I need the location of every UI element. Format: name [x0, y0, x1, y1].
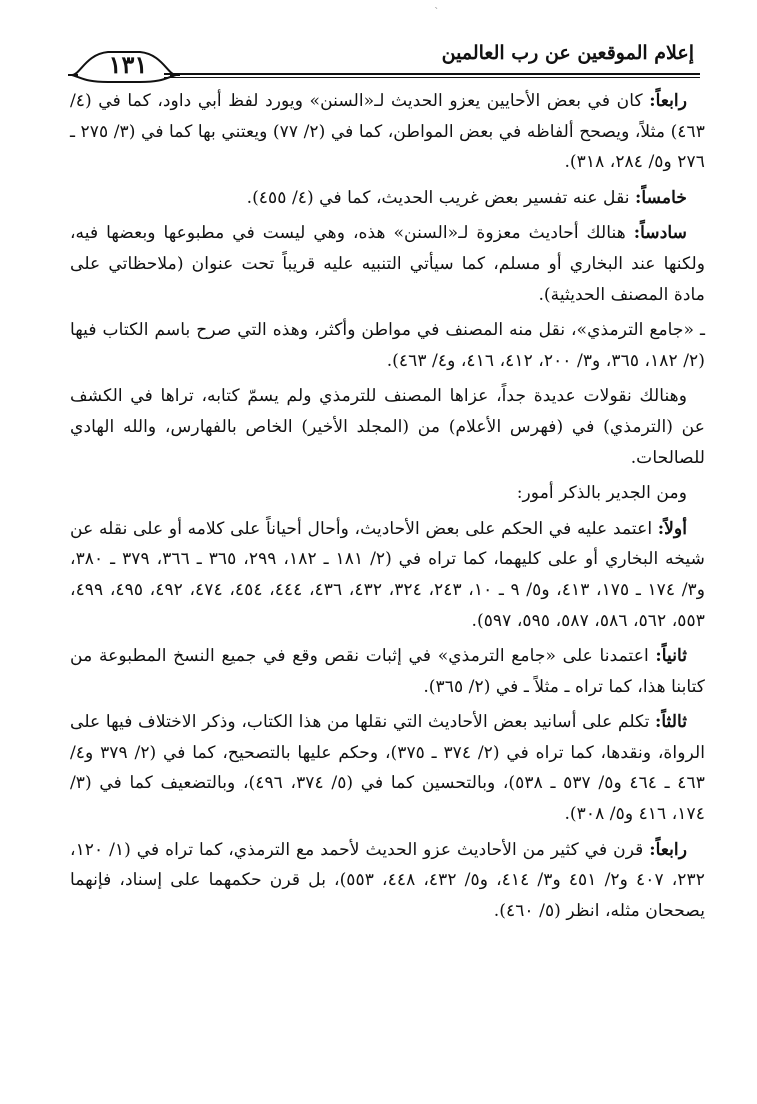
body-text — [70, 86, 705, 931]
paragraph-text: اعتمدنا على «جامع الترمذي» في إثبات نقص وقع في جميع النسخ المطبوعة من كتابنا هذا، كما تراه ـ مثلاً ـ في (٢/ ٣٦٥). — [70, 646, 705, 697]
paragraph-first — [70, 514, 705, 636]
page-number-frame — [68, 48, 180, 84]
paragraph-text: ـ «جامع الترمذي»، نقل منه المصنف في مواطن وأكثر، وهذه التي صرح باسم الكتاب فيها (٢/ ١٨٢، ٣٦٥، و٣/ ٢٠٠، ٤١٢، ٤١٦، و٤/ ٤٦٣). — [70, 320, 705, 371]
paragraph-text: وهنالك نقولات عديدة جداً، عزاها المصنف للترمذي ولم يسمّ كتابه، تراها في الكشف عن (الترمذي) في (فهرس الأعلام) من (المجلد الأخير) الخاص بالفهارس، والله الهادي للصالحات. — [70, 386, 705, 468]
paragraph-heading: ثانياً: — [655, 646, 687, 667]
running-header — [68, 34, 700, 80]
paragraph-heading: ثالثاً: — [654, 712, 687, 733]
header-rule — [164, 73, 700, 78]
paragraph-text: تكلم على أسانيد بعض الأحاديث التي نقلها من هذا الكتاب، وذكر الاختلاف فيها على الرواة، ونقدها، كما تراه في (٢/ ٣٧٤ ـ ٣٧٥)، وحكم عليها بالتصحيح، كما في (٢/ ٣٧٩ و٤/ ٤٦٣ ـ ٤٦٤ و٥/ ٥٣٧ ـ ٥٣٨)، وبالتحسين كما في (٥/ ٣٧٤، ٤٩٦)، وبالتضعيف كما في (٣/ ١٧٤، ٤١٦ و٥/ ٣٠٨). — [70, 712, 705, 825]
paragraph-second — [70, 641, 705, 702]
running-title: إعلام الموقعين عن رب العالمين — [441, 42, 694, 64]
paragraph-text: كان في بعض الأحايين يعزو الحديث لـ«السنن» ويورد لفظ أبي داود، كما في (٤/ ٤٦٣) مثلاً، ويصحح ألفاظه في بعض المواطن، كما في (٢/ ٧٧) ويعتني بها كما في (٣/ ٢٧٥ ـ ٢٧٦ و٥/ ٢٨٤، ٣١٨). — [70, 91, 705, 173]
paragraph-heading: رابعاً: — [649, 839, 687, 860]
paragraph-noteworthy — [70, 478, 705, 509]
paragraph-fourth-second — [70, 835, 705, 927]
paragraph-third — [70, 707, 705, 829]
paragraph-heading: سادساً: — [633, 223, 687, 244]
paragraph-heading: رابعاً: — [649, 91, 687, 111]
paragraph-text: اعتمد عليه في الحكم على بعض الأحاديث، وأحال أحياناً على كلامه أو على نقله عن شيخه البخاري أو على كليهما، كما تراه في (٢/ ١٨١ ـ ١٨٢، ٢٩٩، ٣٦٥ ـ ٣٦٦، ٣٧٩ ـ ٣٨٠، و٣/ ١٧٤ ـ ١٧٥، ٤١٣، و٥/ ٩ ـ ١٠، ٢٤٣، ٣٢٤، ٤٣٢، ٤٣٦، ٤٤٤، ٤٥٤، ٤٧٤، ٤٩٢، ٤٩٥، ٤٩٩، ٥٥٣، ٥٦٢، ٥٨٦، ٥٨٧، ٥٩٥، ٥٩٧). — [70, 518, 706, 631]
paragraph-fourth — [70, 86, 705, 178]
paragraph-text: هنالك أحاديث معزوة لـ«السنن» هذه، وهي ليست في مطبوعها وبعضها فيه، ولكنها عند البخاري أو مسلم، كما سيأتي التنبيه عليه قريباً تحت عنوان (ملاحظاتي على مادة المصنف الحديثية). — [70, 223, 705, 305]
paragraph-text: قرن في كثير من الأحاديث عزو الحديث لأحمد مع الترمذي، كما تراه في (١/ ١٢٠، ٢٣٢، ٤٠٧ و٢/ ٤٥١ و٣/ ٤١٤، و٥/ ٤٣٢، ٤٤٨، ٥٥٣)، بل قرن حكمهما على إسناد، فإنهما يصححان مثله، انظر (٥/ ٤٦٠). — [70, 839, 705, 921]
paragraph-quotations — [70, 381, 705, 473]
paragraph-heading: خامساً: — [635, 187, 687, 208]
paragraph-text: نقل عنه تفسير بعض غريب الحديث، كما في (٤/ ٤٥٥). — [246, 187, 636, 208]
decorative-mark: ˋ — [434, 6, 440, 19]
paragraph-sixth — [70, 218, 705, 310]
paragraph-heading: أولاً: — [657, 518, 687, 539]
paragraph-jami-tirmidhi — [70, 315, 705, 376]
paragraph-text: ومن الجدير بالذكر أمور: — [516, 483, 687, 504]
page-number: ١٣١ — [108, 50, 148, 79]
paragraph-fifth — [70, 183, 705, 214]
